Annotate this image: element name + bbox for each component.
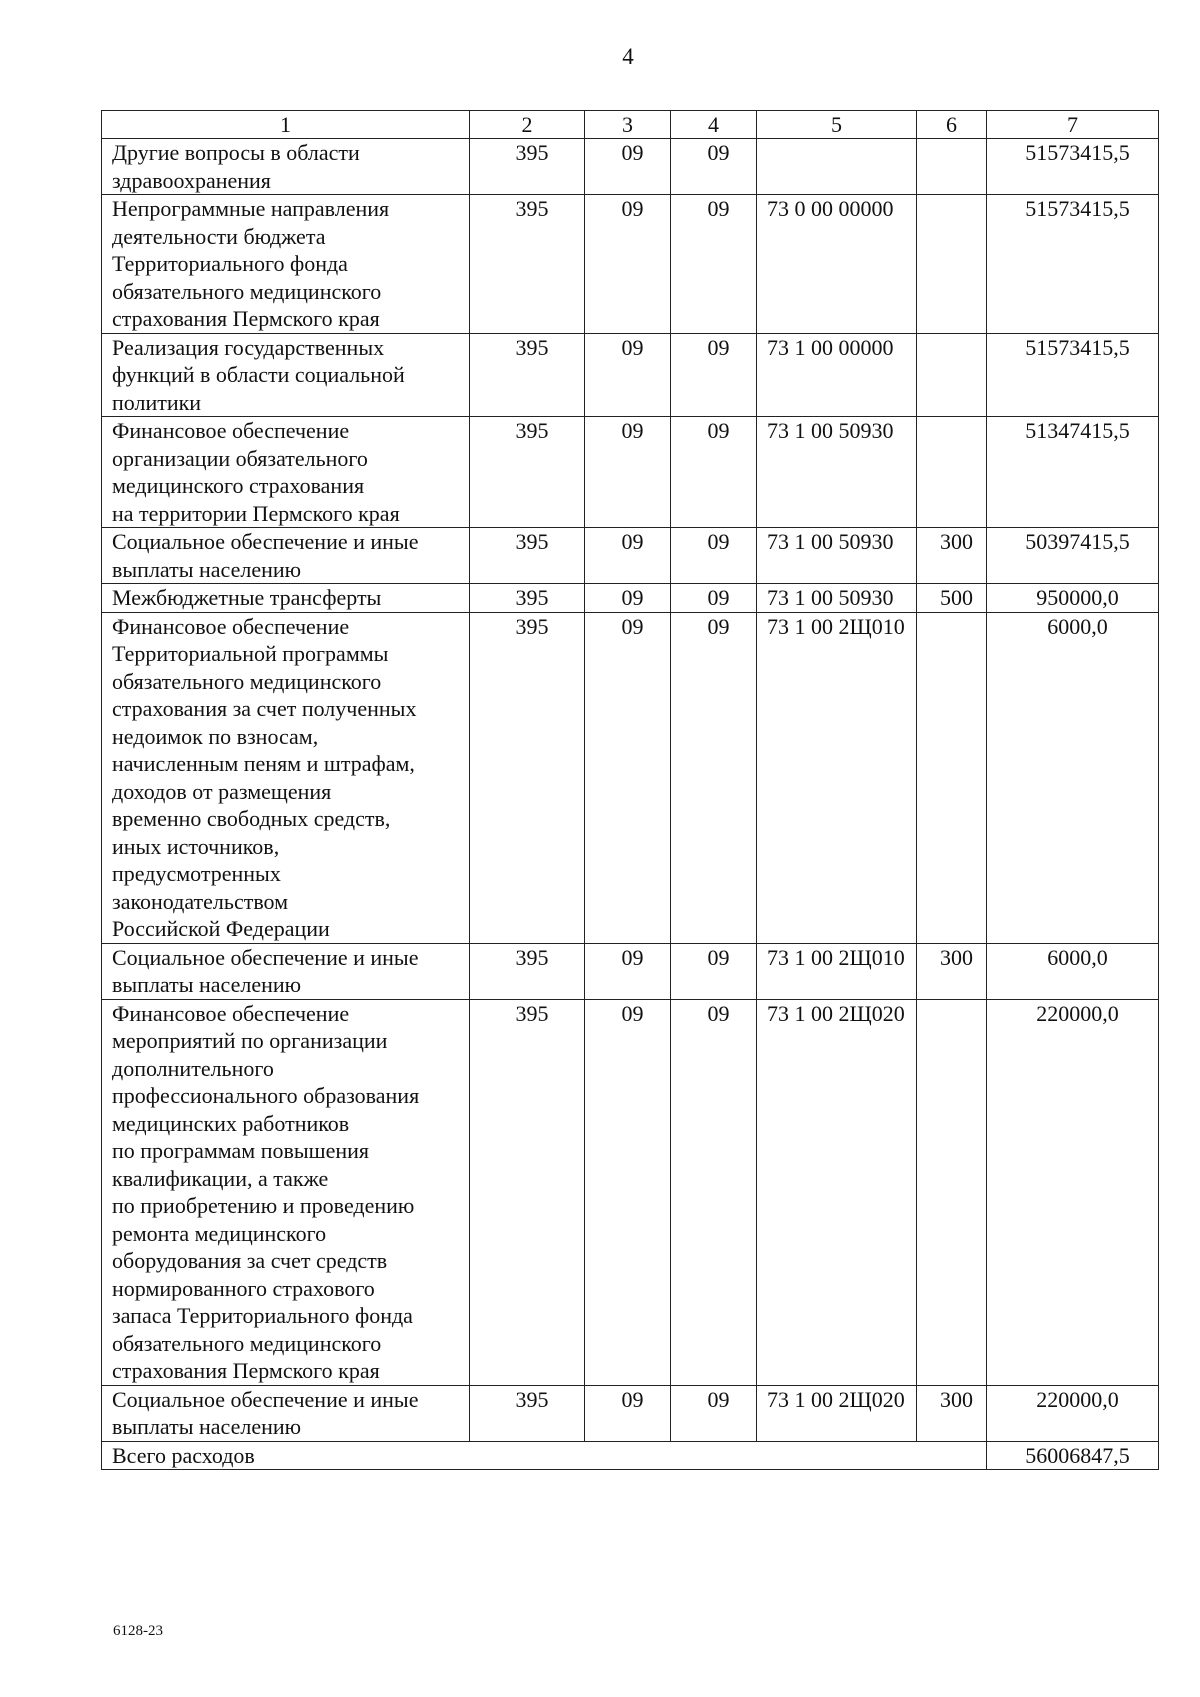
total-value: 56006847,5 (987, 1441, 1159, 1470)
cell-col5: 73 1 00 2Щ020 (757, 999, 917, 1385)
cell-col6 (917, 999, 987, 1385)
header-row (102, 111, 1159, 139)
document-code: 6128-23 (113, 1623, 163, 1639)
cell-col2: 395 (470, 999, 585, 1385)
cell-col3: 09 (585, 417, 671, 528)
cell-col5: 73 1 00 50930 (757, 417, 917, 528)
table-row (102, 612, 1159, 943)
row-name: Социальное обеспечение и иные выплаты населению (102, 943, 470, 999)
table-row (102, 528, 1159, 584)
cell-col7: 950000,0 (987, 584, 1159, 613)
cell-col6: 300 (917, 1385, 987, 1441)
cell-col6: 500 (917, 584, 987, 613)
cell-col7: 51573415,5 (987, 139, 1159, 195)
page-number: 4 (622, 44, 634, 69)
cell-col4: 09 (671, 999, 757, 1385)
column-header: 7 (987, 111, 1159, 139)
cell-col3: 09 (585, 139, 671, 195)
table-row (102, 417, 1159, 528)
cell-col2: 395 (470, 195, 585, 334)
row-name: Финансовое обеспечение мероприятий по организации дополнительного профессионального образования медицинских работников по программам повышения квалификации, а также по приобретению и проведению ремонта медицинского оборудования за счет средств нормированного страхового запаса Территориального фонда обязательного медицинского страхования Пермского края (102, 999, 470, 1385)
cell-col2: 395 (470, 417, 585, 528)
cell-col4: 09 (671, 195, 757, 334)
cell-col7: 220000,0 (987, 999, 1159, 1385)
cell-col2: 395 (470, 333, 585, 417)
cell-col5: 73 1 00 50930 (757, 528, 917, 584)
row-name: Другие вопросы в области здравоохранения (102, 139, 470, 195)
budget-table (101, 110, 1159, 1470)
cell-col6 (917, 417, 987, 528)
row-name: Социальное обеспечение и иные выплаты населению (102, 1385, 470, 1441)
table-row (102, 139, 1159, 195)
cell-col2: 395 (470, 612, 585, 943)
cell-col2: 395 (470, 584, 585, 613)
cell-col2: 395 (470, 943, 585, 999)
column-header: 1 (102, 111, 470, 139)
total-row (102, 1441, 1159, 1470)
cell-col5: 73 1 00 00000 (757, 333, 917, 417)
column-header: 5 (757, 111, 917, 139)
cell-col6: 300 (917, 528, 987, 584)
cell-col3: 09 (585, 584, 671, 613)
table-row (102, 1385, 1159, 1441)
cell-col4: 09 (671, 1385, 757, 1441)
row-name: Непрограммные направления деятельности бюджета Территориального фонда обязательного медицинского страхования Пермского края (102, 195, 470, 334)
cell-col7: 50397415,5 (987, 528, 1159, 584)
cell-col2: 395 (470, 139, 585, 195)
cell-col6 (917, 612, 987, 943)
cell-col4: 09 (671, 333, 757, 417)
row-name: Финансовое обеспечение организации обязательного медицинского страхования на территории Пермского края (102, 417, 470, 528)
cell-col3: 09 (585, 943, 671, 999)
cell-col3: 09 (585, 999, 671, 1385)
table-row (102, 999, 1159, 1385)
table-row (102, 584, 1159, 613)
cell-col6 (917, 195, 987, 334)
cell-col4: 09 (671, 612, 757, 943)
cell-col4: 09 (671, 528, 757, 584)
cell-col5: 73 1 00 2Щ020 (757, 1385, 917, 1441)
cell-col3: 09 (585, 612, 671, 943)
column-header: 6 (917, 111, 987, 139)
cell-col4: 09 (671, 943, 757, 999)
cell-col3: 09 (585, 528, 671, 584)
cell-col7: 51573415,5 (987, 333, 1159, 417)
cell-col3: 09 (585, 195, 671, 334)
cell-col6 (917, 139, 987, 195)
cell-col2: 395 (470, 528, 585, 584)
cell-col7: 6000,0 (987, 943, 1159, 999)
total-label: Всего расходов (102, 1441, 987, 1470)
cell-col5: 73 0 00 00000 (757, 195, 917, 334)
table-row (102, 195, 1159, 334)
cell-col4: 09 (671, 584, 757, 613)
row-name: Реализация государственных функций в области социальной политики (102, 333, 470, 417)
column-header: 4 (671, 111, 757, 139)
column-header: 2 (470, 111, 585, 139)
cell-col7: 51347415,5 (987, 417, 1159, 528)
cell-col6 (917, 333, 987, 417)
cell-col4: 09 (671, 417, 757, 528)
table-row (102, 333, 1159, 417)
cell-col7: 51573415,5 (987, 195, 1159, 334)
row-name: Социальное обеспечение и иные выплаты населению (102, 528, 470, 584)
table-row (102, 943, 1159, 999)
cell-col5: 73 1 00 2Щ010 (757, 612, 917, 943)
cell-col6: 300 (917, 943, 987, 999)
cell-col7: 220000,0 (987, 1385, 1159, 1441)
cell-col5 (757, 139, 917, 195)
row-name: Финансовое обеспечение Территориальной программы обязательного медицинского страхования за счет полученных недоимок по взносам, начисленным пеням и штрафам, доходов от размещения временно свободных средств, иных источников, предусмотренных законодательством Российской Федерации (102, 612, 470, 943)
cell-col5: 73 1 00 2Щ010 (757, 943, 917, 999)
row-name: Межбюджетные трансферты (102, 584, 470, 613)
cell-col5: 73 1 00 50930 (757, 584, 917, 613)
column-header: 3 (585, 111, 671, 139)
cell-col3: 09 (585, 1385, 671, 1441)
cell-col3: 09 (585, 333, 671, 417)
cell-col4: 09 (671, 139, 757, 195)
cell-col7: 6000,0 (987, 612, 1159, 943)
cell-col2: 395 (470, 1385, 585, 1441)
